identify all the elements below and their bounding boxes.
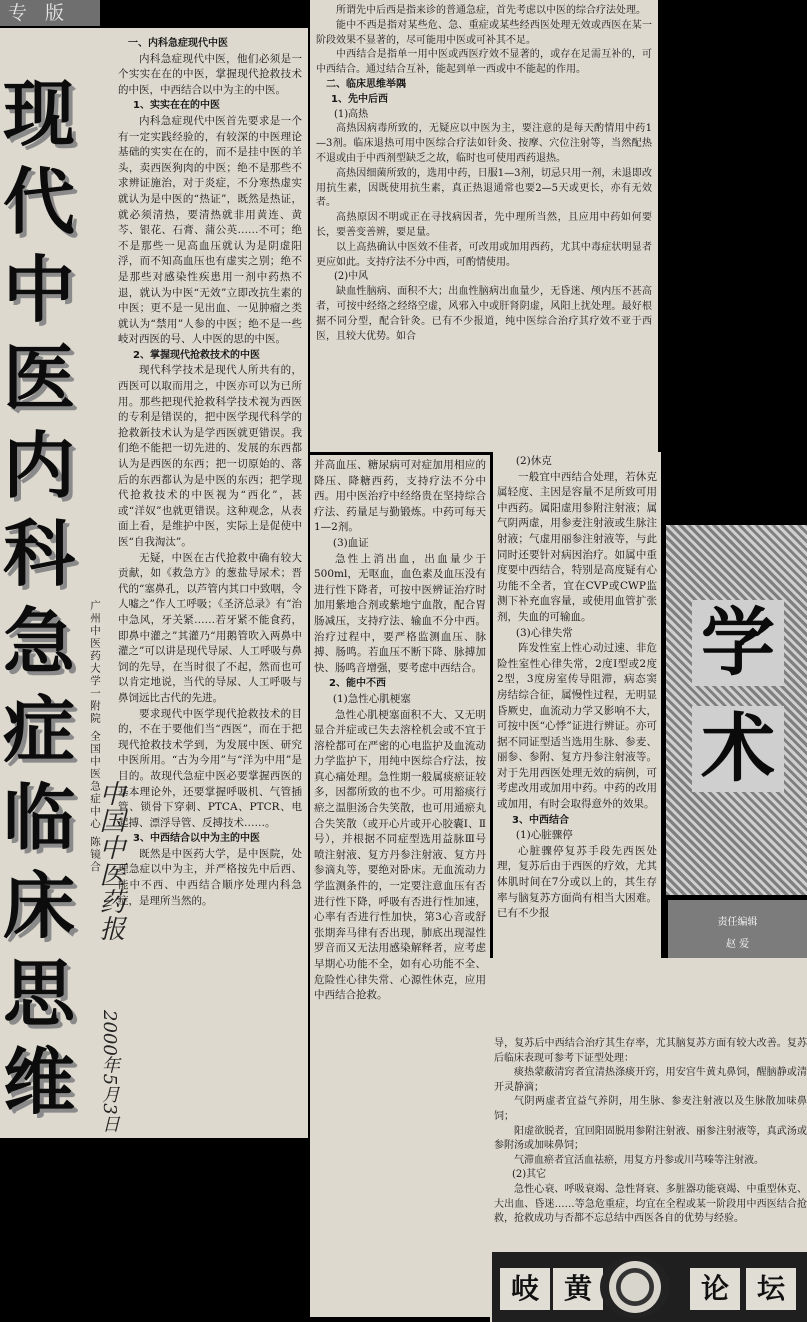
paragraph: 无疑，中医在古代抢救中确有较大贡献，如《救急方》的葱盐导尿术；晋代的“塞鼻孔，以芦管内其口中致咽，令人嘘之”作人工呼吸；《圣济总录》有“治中急风，牙关紧……若牙紧不能食药，即鼻中灌之”其灌乃“用鹅管吹入两鼻中灌之”可以讲是现代导尿、人工呼吸与鼻饲的先导，在当时很了不起，然而也可以肯定地说，当代的导尿、人工呼吸与鼻饲远比古代的先进。 xyxy=(118,551,302,704)
headline-char: 内 xyxy=(2,424,75,508)
paragraph: 痰热蒙蔽清窍者宜清热涤痰开窍，用安宫牛黄丸鼻饲，醒脑静或清开灵静滴； xyxy=(494,1067,807,1093)
article-column-1 xyxy=(118,36,302,1134)
editor-box xyxy=(668,900,807,958)
editor-label: 责任编辑 xyxy=(717,917,758,928)
headline-char: 思 xyxy=(2,952,75,1036)
handwritten-source: 中国中医药报 xyxy=(95,780,125,942)
section-heading: 一、内科急症现代中医 xyxy=(128,38,228,49)
section-heading: 2、掌握现代抢救技术的中医 xyxy=(133,349,260,361)
subheading: (2)休克 xyxy=(515,455,552,467)
section-heading: 1、先中后西 xyxy=(331,93,388,105)
headline-char: 床 xyxy=(2,864,75,948)
paragraph: 以上高热确认中医效不佳者，可改用或加用西药，尤其中毒症状明显者更应如此。支持疗法不分中西，可酌情使用。 xyxy=(316,241,652,268)
section-heading: 3、中西结合以中为主的中医 xyxy=(133,833,260,845)
paragraph: 既然是中医药大学，是中医院，处理急症以中为主，并严格按先中后西、能中不西、中西结合顺序处理内科急症，是理所当然的。 xyxy=(118,847,302,907)
section-heading: 1、实实在在的中医 xyxy=(133,100,220,112)
paragraph: 要求现代中医学现代抢救技术的目的，不在于要他们当“西医”，而在于把现代抢救技术学到，为发展中医、研究中医所用。“古为今用”与“洋为中用”是目的。故现代急症中医必要掌握西医的基本理论外，还要掌握呼吸机、气管插管、锁骨下穿刺、PTCA、PTCR、电起搏、漂浮导管、反搏技术……。 xyxy=(118,707,302,829)
article-column-3 xyxy=(314,458,486,1310)
headline-char: 急 xyxy=(2,600,75,684)
paragraph: 高热原因不明或正在寻找病因者，先中理所当然，且应用中药如何要长，要善变善辨，要足量。 xyxy=(316,212,652,238)
paragraph: 高热因病毒所致的，无疑应以中医为主，要注意的是每天酌情用中药1—3剂。临床退热可用中医综合疗法如针灸、按摩、穴位注射等，当然配热不退或由于中西剂型缺乏之故，临时也可使用西药退热。 xyxy=(316,123,652,164)
paragraph: 急性心衰、呼吸衰竭、急性肾衰、多脏器功能衰竭、中重型休克、大出血、昏迷……等急危重症，均宜在全程或某一阶段用中西医结合抢救，抢救成功与否都不忘总结中西医各自的优势与经验。 xyxy=(494,1183,807,1225)
article-column-4 xyxy=(497,454,657,1032)
paragraph: 急性上消出血，出血量少于500ml，无呕血，血色素及血压没有进行性下降者，可按中医辨证治疗时加用紫地合剂或紫地宁血散，配合胃肠减压，支持疗法、输血不分中西。治疗过程中，要严格监测血压、脉搏、肠鸣。若血压不断下降、脉搏加快、肠鸣音增强，要考虑中西结合。 xyxy=(314,552,486,674)
paragraph: 高热因细菌所致的，选用中药，日服1—3剂，切忌只用一剂，未退即改用抗生素，因既使用抗生素，真正热退通常也要2—5天或更长，亦有无效者。 xyxy=(316,167,652,209)
section-tab: 专 版 xyxy=(0,0,100,26)
headline-char: 科 xyxy=(2,512,75,596)
paragraph: 内科急症现代中医首先要求是一个有一定实践经验的，有较深的中医理论基础的实实在在的，而不是挂中医的羊头，卖西医狗肉的中医；绝不是那些不求辨证施治，对于炎症，不分寒热虚实就认为是中医的“热证”，既然是热证，就必须清热，要清热就非用黄连、黄芩、银花、石膏、蒲公英……不可；绝不是那些一见高血压就认为是阴虚阳浮，而不知高血压也有虚实之别；绝不是那些对感染性疾患用一剂中药热不退，就认为中医“无效”立即改抗生素的中医；更不是一见出血、一见肿瘤之类就认为“禁用”人参的中医；绝不是一些岐对西医的号、人中医的思的中医。 xyxy=(118,114,302,346)
subheading: (1)急性心肌梗塞 xyxy=(332,692,411,705)
subheading: (2)其它 xyxy=(512,1169,547,1181)
paragraph: 中西结合是指单一用中医或西医疗效不显著的，或存在足需互补的，可中西结合。通过结合互补，能起到单一西或中不能起的作用。 xyxy=(316,49,652,76)
headline-char: 中 xyxy=(2,248,75,332)
headline-char: 现 xyxy=(2,72,75,156)
headline-char: 维 xyxy=(2,1040,75,1124)
paragraph: 一般宜中西结合处理，若休克属轻度、主因是容量不足所致可用中西药。属阳虚用参附注射液；属气阴两虚，用参麦注射液或生脉注射液；气虚用丽参注射液等，与此同时还要针对病因治疗。如属中重度要中西结合，特别是高度疑有心功能不全者，宜在CVP或CWP监测下补充血容量，或使用血管扩张剂，失血的可输血。 xyxy=(497,470,657,623)
banner-seal-icon xyxy=(600,1256,670,1318)
author-byline: 广州中医药大学一附院 全国中医急症中心 陈镜合 xyxy=(89,600,101,874)
headline-char: 临 xyxy=(2,776,75,860)
headline xyxy=(0,70,78,1126)
subheading: (1)高热 xyxy=(334,108,369,120)
article-column-5 xyxy=(494,1037,807,1247)
headline-char: 代 xyxy=(2,160,75,244)
paragraph: 能中不西是指对某些危、急、重症或某些经西医处理无效或西医在某一阶段效果不显著的，尽可能用中医或可补其不足。 xyxy=(316,19,652,46)
paragraph: 缺血性脑病、面积不大；出血性脑病出血量少，无昏迷、颅内压不甚高者，可按中经络之经络空虚，风邪入中或肝肾阴虚，风阳上扰处理。最好根据不同分型，配合针灸。已有不少报道，纯中医综合治疗其疗效不亚于西医，且较大优势。如合 xyxy=(316,286,652,342)
banner-char-3: 论 xyxy=(690,1268,740,1310)
paragraph: 气滞血瘀者宜活血祛瘀，用复方丹参或川芎嗪等注射液。 xyxy=(514,1154,764,1166)
section-badge-char-1: 学 xyxy=(692,600,784,686)
section-heading: 3、中西结合 xyxy=(512,814,569,826)
paragraph: 急性心肌梗塞面积不大、又无明显合并症或已失去溶栓机会或不宜于溶栓都可在严密的心电监护及血流动力学监护下，用纯中医综合疗法，按真心痛处理。急性期一般属痰瘀证较多，因都所致的也不少。可用豁痰行瘀之温胆汤合失笑散，也可用通瘀丸合失笑散（或开心片或开心胶囊Ⅰ、Ⅱ号），并根据不同症型选用益脉Ⅲ号喷注射液、复方丹参注射液、复方丹参滴丸等，要绝对卧床。无血流动力学监测条件的，一定要注意血压有否进行性下降，呼吸有否进行性加速，心率有否进行性加快，第3心音或舒张期奔马律有否出现，肺底出现湿性罗音而又无法用感染解释者，应考虑早期心功能不全，如有心功能不全、危险性心律失常、心源性休克，应用中西结合抢救。 xyxy=(314,708,486,1002)
paragraph: 现代科学技术是现代人所共有的，西医可以取而用之，中医亦可以为已所用。那些把现代抢救科学技术视为西医的专利是错误的，把中医学现代科学的抢救新技术认为是学西医就更错误。我们绝不能把一切先进的、发展的东西都认为是西医的东西；把一切原始的、落后的东西都认为是中医的东西；把学现代抢救技术的中医视为“西化”，甚或“洋奴”也就更错误。这种观念，从表面上看，是维护中医，实际上是促使中医“自我淘汰”。 xyxy=(118,364,302,548)
headline-char: 症 xyxy=(2,688,75,772)
subheading: (3)心律失常 xyxy=(515,626,573,639)
section-heading: 二、临床思维举隅 xyxy=(326,78,406,90)
paragraph: 阳虚欲脱者，宜回阳固脱用参附注射液、丽参注射液等，真武汤或参附汤或加味鼻饲； xyxy=(494,1125,807,1152)
paragraph: 并高血压、糖尿病可对症加用相应的降压、降糖西药，支持疗法不分中西。用中医治疗中经络贵在坚持综合疗法、药量足与勤锻炼。中药可每天1—2剂。 xyxy=(314,459,486,534)
banner-char-1: 岐 xyxy=(500,1268,550,1310)
paragraph: 内科急症现代中医，他们必须是一个实实在在的中医，掌握现代抢救技术的中医，中西结合以中为主的中医。 xyxy=(118,52,302,96)
paragraph: 心脏骤停复苏手段先西医处理，复苏后由于西医的疗效，尤其体肌时间在7分或以上的，其生存率与脑复苏方面尚有相当大困难。已有不少报 xyxy=(497,844,657,920)
subheading: (1)心脏骤停 xyxy=(515,829,573,842)
banner-char-4: 坛 xyxy=(746,1268,796,1310)
paragraph: 导，复苏后中西结合治疗其生存率，尤其脑复苏方面有较大改善。复苏后临床表现可参考下证型处理： xyxy=(494,1038,807,1064)
section-heading: 2、能中不西 xyxy=(329,678,386,690)
paragraph: 气阴两虚者宜益气养阴，用生脉、参麦注射液以及生脉散加味鼻饲； xyxy=(494,1096,807,1122)
paragraph: 所谓先中后西是指来诊的普通急症，首先考虑以中医的综合疗法处理。 xyxy=(336,5,646,16)
article-column-2 xyxy=(316,4,652,450)
editor-name: 赵 爱 xyxy=(725,939,750,950)
handwritten-date: 2000年5月3日 xyxy=(99,1010,120,1133)
paragraph: 阵发性室上性心动过速、非危险性室性心律失常，2度Ⅰ型或2度2型，3度房室传导阻滞，病态窦房结综合征，属慢性过程，无明显昏厥史，血流动力学又影响不大，可按中医“心悸”证进行辨证。亦可据不同证型适当选用生脉、参麦、丽参、参附、复方丹参注射液等。对于先用西医处理无效的病例，可考虑改用或加用中药。中药的改用或加用，有时会取得意外的效果。 xyxy=(497,642,657,811)
section-badge-char-2: 术 xyxy=(692,706,784,792)
banner-char-2: 黄 xyxy=(553,1268,603,1310)
subheading: (2)中风 xyxy=(334,271,369,283)
headline-char: 医 xyxy=(2,336,75,420)
subheading: (3)血证 xyxy=(332,536,369,549)
